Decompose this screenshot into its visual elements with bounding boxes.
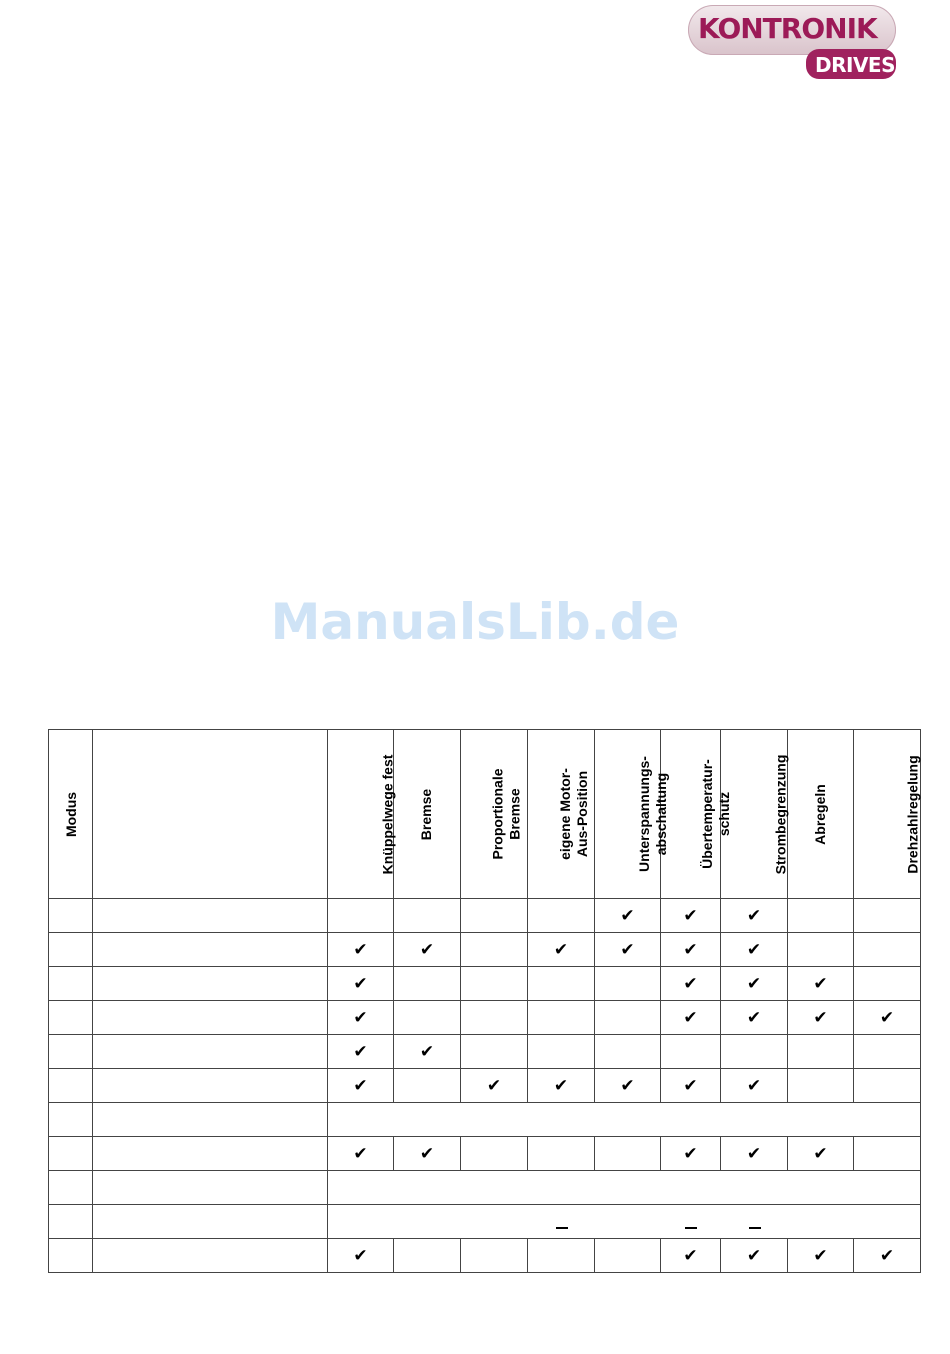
feature-cell <box>328 967 394 1001</box>
checkmark-icon: ✔ <box>813 1245 828 1265</box>
checkmark-icon: ✔ <box>813 1143 828 1163</box>
feature-cell <box>661 967 721 1001</box>
checkmark-icon: ✔ <box>353 1041 368 1061</box>
checkmark-icon: ✔ <box>746 1143 762 1163</box>
mode-feature-table <box>48 729 921 1273</box>
feature-cell <box>394 1035 461 1069</box>
feature-cell <box>595 1239 661 1273</box>
column-header-3 <box>394 730 461 899</box>
column-header-label: eigene Motor- Aus-Position <box>556 768 590 860</box>
checkmark-icon: ✔ <box>620 905 635 925</box>
table-row <box>49 1205 921 1239</box>
merged-note-cell <box>328 1205 921 1239</box>
description-cell <box>93 1103 328 1137</box>
feature-cell <box>461 1035 528 1069</box>
feature-cell <box>788 1137 854 1171</box>
mode-cell <box>49 933 93 967</box>
column-header-2 <box>328 730 394 899</box>
feature-cell <box>528 1137 595 1171</box>
feature-cell <box>328 1069 394 1103</box>
logo-text-drives: DRIVES <box>815 53 895 77</box>
feature-cell <box>788 1001 854 1035</box>
feature-cell <box>461 967 528 1001</box>
feature-cell <box>854 1035 921 1069</box>
checkmark-icon: ✔ <box>746 905 762 925</box>
feature-cell <box>394 1239 461 1273</box>
feature-cell <box>394 1137 461 1171</box>
checkmark-icon: ✔ <box>746 1007 762 1027</box>
description-cell <box>93 1137 328 1171</box>
column-header-6 <box>595 730 669 899</box>
feature-cell <box>328 1239 394 1273</box>
column-header-label: Unterspannungs- abschaltung <box>635 756 669 872</box>
checkmark-icon: ✔ <box>683 1143 698 1163</box>
checkmark-icon: ✔ <box>683 1245 698 1265</box>
feature-cell <box>661 1001 721 1035</box>
feature-cell <box>461 1137 528 1171</box>
feature-cell <box>528 1035 595 1069</box>
column-header-0 <box>49 730 93 899</box>
column-header-label: Strombegrenzung <box>772 754 789 874</box>
feature-cell <box>528 1001 595 1035</box>
column-header-5 <box>528 730 595 899</box>
mode-cell <box>49 967 93 1001</box>
column-header-label: Übertemperatur- schutz <box>698 759 732 869</box>
feature-cell <box>661 1137 721 1171</box>
feature-cell <box>461 899 528 933</box>
column-header-1 <box>93 730 328 899</box>
dash-mark <box>749 1227 761 1229</box>
feature-cell <box>661 1035 721 1069</box>
feature-cell <box>854 1001 921 1035</box>
feature-cell <box>328 899 394 933</box>
feature-cell <box>788 967 854 1001</box>
table-row <box>49 1103 921 1137</box>
feature-cell <box>595 1137 661 1171</box>
checkmark-icon: ✔ <box>353 1143 368 1163</box>
checkmark-icon: ✔ <box>353 973 368 993</box>
description-cell <box>93 899 328 933</box>
checkmark-icon: ✔ <box>353 939 368 959</box>
column-header-10 <box>854 730 921 899</box>
table-row <box>49 1171 921 1205</box>
feature-cell <box>461 1239 528 1273</box>
checkmark-icon: ✔ <box>486 1075 502 1095</box>
feature-cell <box>788 1035 854 1069</box>
table-body <box>49 899 921 1273</box>
mode-cell <box>49 1137 93 1171</box>
checkmark-icon: ✔ <box>419 1041 435 1061</box>
feature-cell <box>394 1001 461 1035</box>
feature-cell <box>595 1069 661 1103</box>
checkmark-icon: ✔ <box>746 1245 762 1265</box>
feature-cell <box>721 1239 788 1273</box>
mode-cell <box>49 1103 93 1137</box>
column-header-label: Modus <box>63 791 80 837</box>
checkmark-icon: ✔ <box>813 973 828 993</box>
checkmark-icon: ✔ <box>353 1075 368 1095</box>
table-row <box>49 1239 921 1273</box>
table-row <box>49 1137 921 1171</box>
feature-cell <box>721 1001 788 1035</box>
merged-note-cell <box>328 1103 921 1137</box>
feature-cell <box>788 1069 854 1103</box>
mode-cell <box>49 1171 93 1205</box>
feature-cell <box>328 1035 394 1069</box>
checkmark-icon: ✔ <box>353 1245 368 1265</box>
feature-cell <box>394 967 461 1001</box>
checkmark-icon: ✔ <box>813 1007 828 1027</box>
feature-cell <box>595 1001 661 1035</box>
mode-cell <box>49 1069 93 1103</box>
description-cell <box>93 933 328 967</box>
watermark: ManualsLib.de <box>270 593 680 651</box>
checkmark-icon: ✔ <box>620 1075 635 1095</box>
table-row <box>49 967 921 1001</box>
feature-cell <box>788 1239 854 1273</box>
checkmark-icon: ✔ <box>746 1075 762 1095</box>
table-row <box>49 1035 921 1069</box>
feature-cell <box>721 1035 788 1069</box>
feature-cell <box>721 967 788 1001</box>
checkmark-icon: ✔ <box>419 1143 435 1163</box>
checkmark-icon: ✔ <box>746 973 762 993</box>
feature-cell <box>661 899 721 933</box>
column-header-label: Knüppelwege fest <box>379 754 396 874</box>
checkmark-icon: ✔ <box>879 1007 895 1027</box>
feature-cell <box>854 1137 921 1171</box>
feature-cell <box>661 1239 721 1273</box>
feature-cell <box>461 933 528 967</box>
feature-cell <box>854 1069 921 1103</box>
column-header-4 <box>461 730 528 899</box>
description-cell <box>93 1205 328 1239</box>
feature-cell <box>595 933 661 967</box>
checkmark-icon: ✔ <box>746 939 762 959</box>
description-cell <box>93 1239 328 1273</box>
feature-cell <box>328 933 394 967</box>
feature-cell <box>721 1137 788 1171</box>
dash-mark <box>556 1227 568 1229</box>
feature-cell <box>854 933 921 967</box>
feature-cell <box>394 1069 461 1103</box>
checkmark-icon: ✔ <box>620 939 635 959</box>
table-row <box>49 1001 921 1035</box>
column-header-label: Drehzahlregelung <box>904 754 921 874</box>
column-header-label: Bremse <box>418 788 435 840</box>
feature-cell <box>461 1001 528 1035</box>
feature-cell <box>854 899 921 933</box>
column-header-9 <box>788 730 854 899</box>
description-cell <box>93 1171 328 1205</box>
feature-cell <box>528 1069 595 1103</box>
column-header-label: Abregeln <box>812 783 828 845</box>
logo-text-kontronik: KONTRONIK <box>698 12 877 45</box>
feature-cell <box>721 899 788 933</box>
checkmark-icon: ✔ <box>553 939 569 959</box>
checkmark-icon: ✔ <box>419 939 435 959</box>
checkmark-icon: ✔ <box>683 1007 698 1027</box>
feature-cell <box>528 899 595 933</box>
table-row <box>49 933 921 967</box>
checkmark-icon: ✔ <box>553 1075 569 1095</box>
feature-cell <box>595 899 661 933</box>
mode-cell <box>49 1205 93 1239</box>
feature-cell <box>595 967 661 1001</box>
feature-cell <box>721 1069 788 1103</box>
feature-cell <box>788 933 854 967</box>
feature-cell <box>328 1001 394 1035</box>
feature-cell <box>788 899 854 933</box>
table-row <box>49 1069 921 1103</box>
feature-cell <box>528 967 595 1001</box>
checkmark-icon: ✔ <box>683 1075 698 1095</box>
merged-note-cell <box>328 1171 921 1205</box>
kontronik-drives-logo <box>688 5 898 77</box>
mode-cell <box>49 1035 93 1069</box>
feature-cell <box>461 1069 528 1103</box>
checkmark-icon: ✔ <box>683 939 698 959</box>
table-row <box>49 899 921 933</box>
column-header-label: Proportionale Bremse <box>489 768 523 860</box>
mode-cell <box>49 1001 93 1035</box>
checkmark-icon: ✔ <box>683 905 698 925</box>
logo-top-badge <box>688 5 896 55</box>
feature-cell <box>394 899 461 933</box>
feature-cell <box>721 933 788 967</box>
description-cell <box>93 967 328 1001</box>
table-header-row <box>49 730 921 899</box>
feature-cell <box>854 967 921 1001</box>
description-cell <box>93 1001 328 1035</box>
feature-cell <box>854 1239 921 1273</box>
dash-mark <box>685 1227 697 1229</box>
feature-cell <box>328 1137 394 1171</box>
feature-cell <box>661 933 721 967</box>
description-cell <box>93 1035 328 1069</box>
feature-cell <box>394 933 461 967</box>
mode-cell <box>49 1239 93 1273</box>
feature-cell <box>661 1069 721 1103</box>
checkmark-icon: ✔ <box>879 1245 895 1265</box>
checkmark-icon: ✔ <box>353 1007 368 1027</box>
feature-cell <box>528 1239 595 1273</box>
logo-bottom-badge <box>806 49 896 79</box>
feature-cell <box>528 933 595 967</box>
mode-cell <box>49 899 93 933</box>
feature-cell <box>595 1035 661 1069</box>
checkmark-icon: ✔ <box>683 973 698 993</box>
description-cell <box>93 1069 328 1103</box>
